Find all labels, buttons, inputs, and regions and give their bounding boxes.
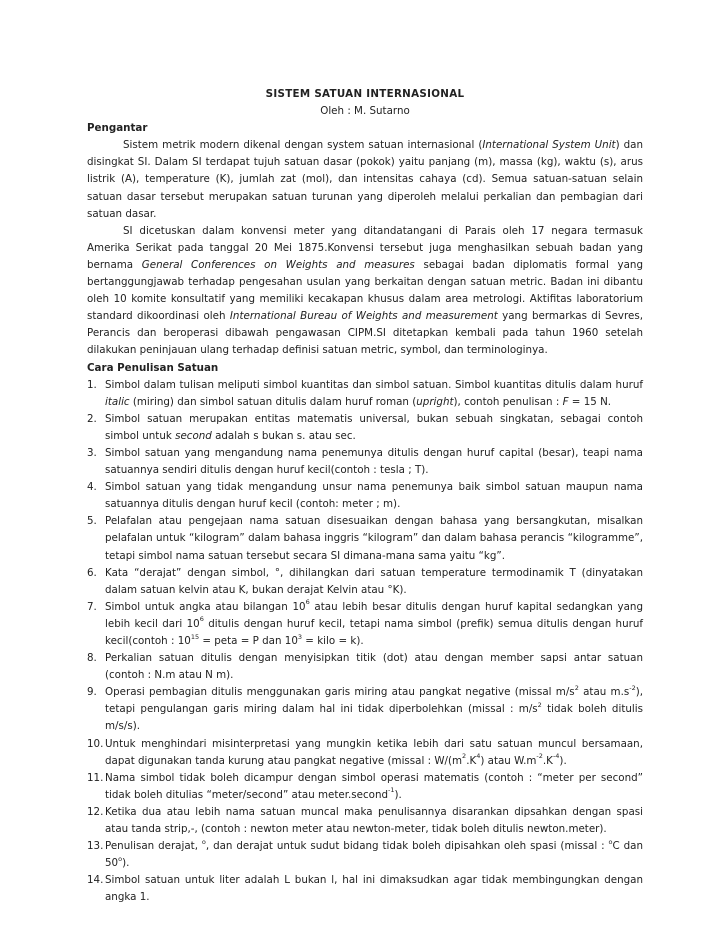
list-item: 9. Operasi pembagian ditulis menggunakan garis miring atau pangkat negative (missal $m/s^2$ atau $m.s^{-2}$), tetapi pengulangan garis miring dalam hal ini tidak diperbolehkan (missal : $m/s^2$ tidak boleh ditulis m/s/s). — [87, 683, 643, 733]
list-item: 10. Untuk menghindari misinterpretasi yang mungkin ketika lebih dari satu satuan muncul bersamaan, dapat digunakan tanda kurung atau pangkat negative (missal : $W/(m^2.K^4)$ atau $W.m^{-2}.K^{-4}$). — [87, 737, 643, 767]
list-item: 1. Simbol dalam tulisan meliputi simbol kuantitas dan simbol satuan. Simbol kuantitas ditulis dalam huruf italic (miring) dan simbol satuan ditulis dalam huruf roman (upright), contoh penulisan : F = 15 N. — [87, 378, 643, 408]
list-item: 11. Nama simbol tidak boleh dicampur dengan simbol operasi matematis (contoh : “meter per second” tidak boleh ditulias “meter/second” atau meter.second$^{-1}$). — [87, 771, 643, 801]
list-item: 8. Perkalian satuan ditulis dengan menyisipkan titik (dot) atau dengan member sapsi antar satuan (contoh : N.m atau N m). — [87, 652, 643, 682]
paragraph-1: Sistem metrik modern dikenal dengan system satuan internasional (International System Unit) dan disingkat SI. Dalam SI terdapat tujuh satuan dasar (pokok) yaitu panjang (m), massa (kg), waktu (s), arus listrik (A), temperature (K), jumlah zat (mol), dan intensitas cahaya (cd). Semua satuan-satuan selain satuan dasar tersebut merupakan satuan turunan yang diperoleh melalui perkalian dan pembagian dari satuan dasar. — [87, 139, 643, 220]
list-item: 7. Simbol untuk angka atau bilangan $10^6$ atau lebih besar ditulis dengan huruf kapital sedangkan yang lebih kecil dari $10^6$ ditulis dengan huruf kecil, tetapi nama simbol (prefik) semua ditulis dengan huruf kecil(contoh : $10^{15}$ = peta = P dan $10^3$ = kilo = k). — [87, 598, 643, 647]
list-item: 6. Kata “derajat” dengan simbol, °, dihilangkan dari satuan temperature termodinamik T (dinyatakan dalam satuan kelvin atau K, bukan derajat Kelvin atau °K). — [87, 566, 643, 596]
document-author: Oleh : M. Sutarno — [320, 105, 410, 118]
list-item: 14. Simbol satuan untuk liter adalah L bukan l, hal ini dimaksudkan agar tidak membingungkan dengan angka 1. — [87, 874, 643, 904]
section-heading-cara-penulisan: Cara Penulisan Satuan — [87, 361, 219, 374]
list-item: 3. Simbol satuan yang mengandung nama penemunya ditulis dengan huruf capital (besar), teapi nama satuannya sendiri ditulis dengan huruf kecil(contoh : tesla ; T). — [87, 446, 643, 477]
list-item: 4. Simbol satuan yang tidak mengandung unsur nama penemunya baik simbol satuan maupun nama satuannya ditulis dengan huruf kecil (contoh: meter ; m). — [87, 481, 643, 511]
rules-list — [87, 377, 643, 907]
list-item: 5. Pelafalan atau pengejaan nama satuan disesuaikan dengan bahasa yang bersangkutan, misalkan pelafalan untuk “kilogram” dalam bahasa inggris “kilogram” dan dalam bahasa perancis “kilogramme”, tetapi simbol nama satuan tersebut secara SI dimana-mana sama yaitu “kg”. — [87, 515, 643, 562]
section-heading-pengantar: Pengantar — [87, 122, 148, 135]
list-item: 12. Ketika dua atau lebih nama satuan muncal maka penulisannya disarankan dipsahkan dengan spasi atau tanda strip,-, (contoh : newton meter atau newton-meter, tidak boleh ditulis newton.meter). — [87, 805, 643, 836]
paragraph-2: SI dicetuskan dalam konvensi meter yang ditandatangani di Parais oleh 17 negara termasuk Amerika Serikat pada tanggal 20 Mei 1875.Konvensi tersebut juga menghasilkan sebuah badan yang bernama General Conferences on Weights and measures sebagai badan diplomatis formal yang bertanggungjawab terhadap pengesahan usulan yang berkaitan dengan satuan metric. Badan ini dibantu oleh 10 komite konsultatif yang memiliki kecakapan khusus dalam area metrologi. Aktifitas laboratorium standard dikoordinasi oleh International Bureau of Weights and measurement yang bermarkas di Sevres, Perancis dan beroperasi dibawah pengawasan CIPM.SI ditetapkan kembali pada tahun 1960 setelah dilakukan peninjauan ulang terhadap definisi satuan metric, symbol, dan terminologinya. — [87, 224, 643, 357]
document-page — [87, 86, 643, 907]
list-item: 2. Simbol satuan merupakan entitas matematis universal, bukan sebuah singkatan, sebagai contoh simbol untuk second adalah s bukan s. atau sec. — [87, 412, 643, 442]
list-item: 13. Penulisan derajat, $^o$, dan derajat untuk sudut bidang tidak boleh dipisahkan oleh spasi (missal : $^o$C dan 50$^o$). — [87, 837, 644, 870]
document-title: SISTEM SATUAN INTERNASIONAL — [265, 88, 465, 100]
